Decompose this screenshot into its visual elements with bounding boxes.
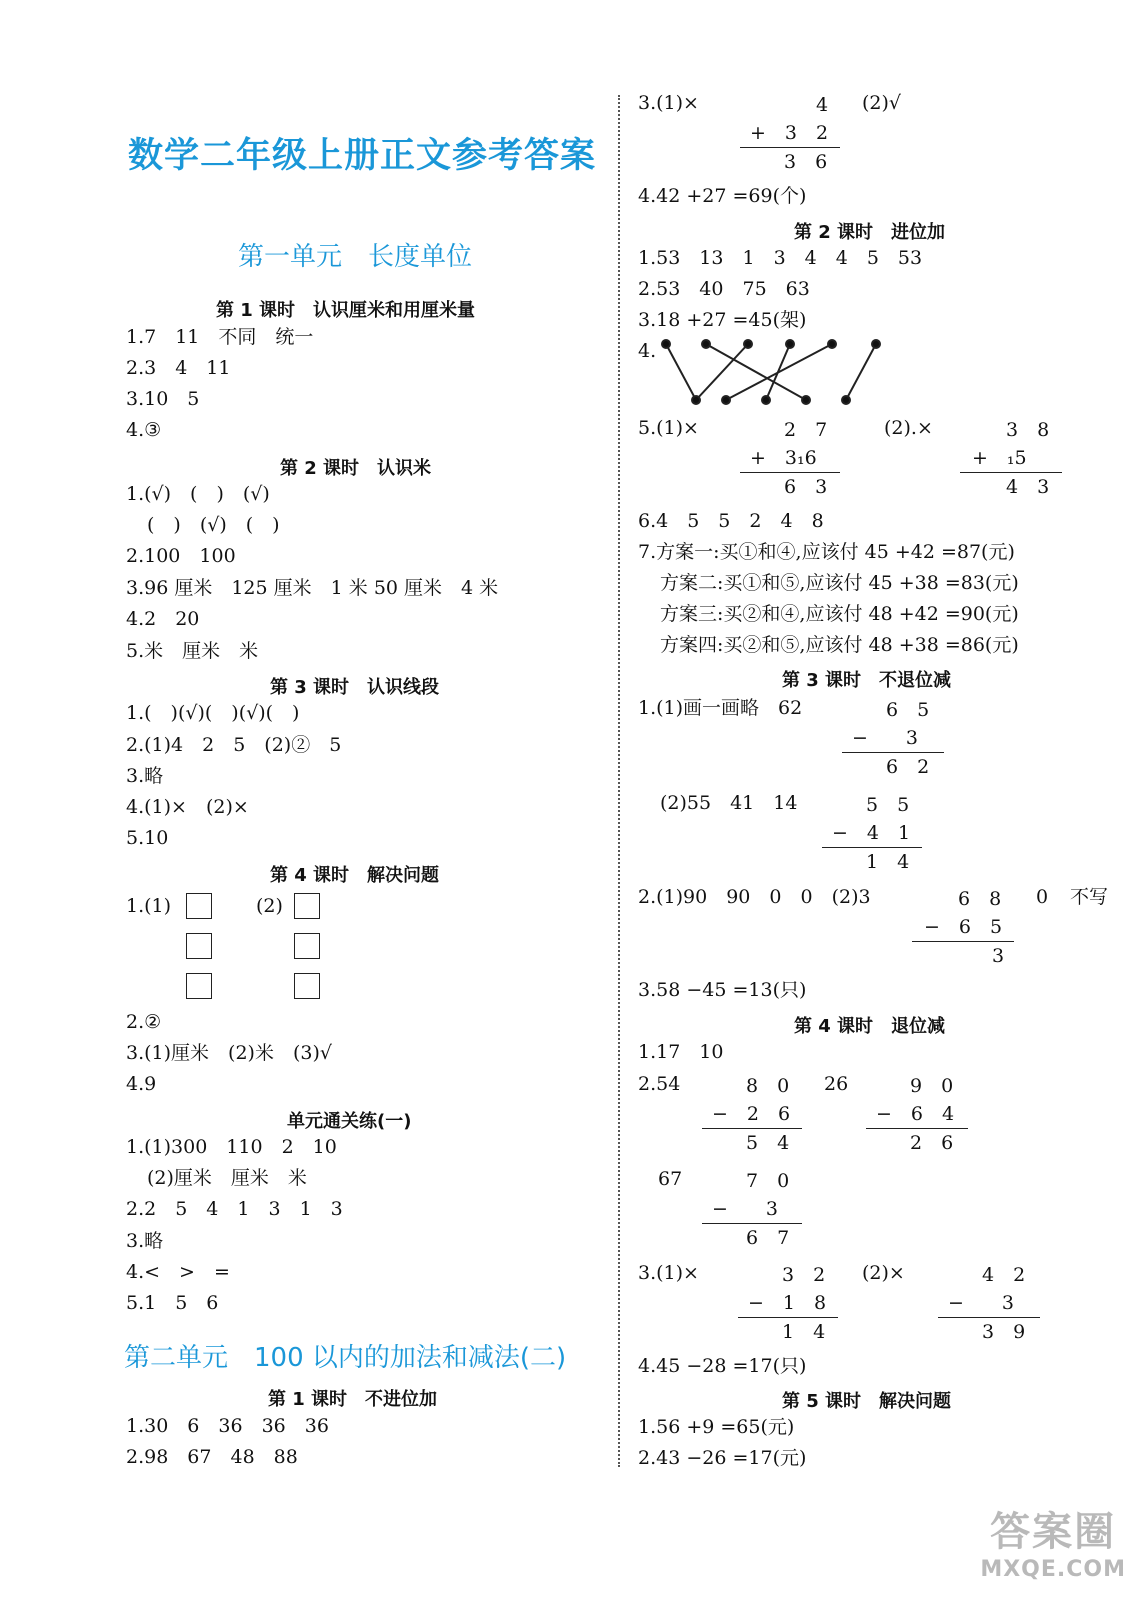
answer-line: 2.43 −26 =17(元): [638, 1447, 807, 1469]
answer-line: 2.2 5 4 1 3 1 3: [126, 1198, 343, 1220]
vertical-calc-row: 6 2: [886, 756, 930, 778]
vertical-calc-row: 2 7: [784, 419, 828, 441]
answer-line: 2.100 100: [126, 545, 236, 567]
answer-line: 方案三:买②和④,应该付 48 +42 =90(元): [660, 603, 1019, 625]
answer-line: 7.方案一:买①和④,应该付 45 +42 =87(元): [638, 541, 1015, 563]
vertical-calc-row: 3 6: [784, 151, 828, 173]
vertical-calc-row: 3 9: [982, 1321, 1026, 1343]
answer-line: 1.(1)300 110 2 10: [126, 1136, 337, 1158]
answer-line: (2): [256, 895, 283, 917]
vertical-calc-row: 6 7: [746, 1227, 790, 1249]
column-divider: [618, 95, 620, 1467]
answer-line: 1.(√) ( ) (√): [126, 483, 270, 505]
vertical-calc-row: 5 4: [746, 1132, 790, 1154]
answer-line: 3.(1)×: [638, 1262, 699, 1284]
lesson-heading: 第 3 课时 不退位减: [782, 670, 952, 691]
calc-rule: [960, 472, 1062, 473]
answer-line: (2)厘米 厘米 米: [147, 1167, 307, 1189]
lesson-heading: 单元通关练(一): [287, 1111, 412, 1132]
vertical-calc-row: 6 5: [886, 699, 930, 721]
square-box: [186, 973, 212, 999]
calc-rule: [822, 847, 922, 848]
answer-line: 67: [658, 1168, 683, 1190]
vertical-calc-row: + 3 2: [750, 122, 829, 144]
vertical-calc-row: 3: [992, 945, 1005, 967]
vertical-calc-row: 4: [816, 94, 829, 116]
square-box: [186, 893, 212, 919]
vertical-calc-row: − 3: [852, 727, 919, 749]
vertical-calc-row: 8 0: [746, 1075, 790, 1097]
answer-line: 3.58 −45 =13(只): [638, 979, 807, 1001]
answer-line: (2).×: [884, 417, 933, 439]
vertical-calc-row: − 3: [712, 1198, 779, 1220]
calc-rule: [938, 1317, 1040, 1318]
answer-line: 4.: [638, 340, 657, 362]
answer-line: 4.(1)× (2)×: [126, 796, 249, 818]
vertical-calc-row: − 4 1: [832, 822, 911, 844]
answer-line: 2.(1)90 90 0 0 (2)3: [638, 886, 871, 908]
calc-rule: [738, 1317, 838, 1318]
vertical-calc-row: − 6 5: [924, 916, 1003, 938]
vertical-calc-row: 1 4: [782, 1321, 826, 1343]
lesson-heading: 第 4 课时 解决问题: [270, 865, 440, 886]
answer-line: 26: [824, 1073, 849, 1095]
vertical-calc-row: 7 0: [746, 1170, 790, 1192]
answer-line: 4.2 20: [126, 608, 200, 630]
vertical-calc-row: + 3₁6: [750, 447, 817, 469]
answer-line: 3.略: [126, 765, 164, 787]
answer-line: 2.3 4 11: [126, 357, 231, 379]
answer-line: 3.10 5: [126, 388, 200, 410]
answer-line: ( ) (√) ( ): [147, 514, 280, 536]
answer-line: 不写: [1070, 886, 1109, 908]
vertical-calc-row: 4 3: [1006, 476, 1050, 498]
calc-rule: [740, 472, 840, 473]
square-box: [186, 933, 212, 959]
answer-line: 2.54: [638, 1073, 681, 1095]
matching-lines-diagram: [660, 338, 890, 408]
answer-line: 3.略: [126, 1230, 164, 1252]
vertical-calc-row: 2 6: [910, 1132, 954, 1154]
answer-line: 2.(1)4 2 5 (2)② 5: [126, 734, 342, 756]
calc-rule: [702, 1128, 802, 1129]
answer-line: 方案二:买①和⑤,应该付 45 +38 =83(元): [660, 572, 1019, 594]
vertical-calc-row: 4 2: [982, 1264, 1026, 1286]
vertical-calc-row: − 3: [948, 1292, 1015, 1314]
watermark-logo: 答案圈: [990, 1509, 1117, 1555]
answer-line: 2.98 67 48 88: [126, 1446, 298, 1468]
watermark-url: MXQE.COM: [980, 1557, 1126, 1582]
answer-line: 1.53 13 1 3 4 4 5 53: [638, 247, 923, 269]
calc-rule: [702, 1223, 802, 1224]
answer-line: 3.18 +27 =45(架): [638, 309, 807, 331]
answer-line: 1.56 +9 =65(元): [638, 1416, 795, 1438]
answer-line: 4.< > =: [126, 1261, 230, 1283]
answer-line: 2.53 40 75 63: [638, 278, 810, 300]
answer-line: (2)55 41 14: [660, 792, 798, 814]
calc-rule: [740, 147, 840, 148]
lesson-heading: 第 1 课时 认识厘米和用厘米量: [216, 300, 476, 321]
lesson-heading: 第 2 课时 进位加: [794, 222, 946, 243]
answer-line: 0: [1036, 886, 1049, 908]
vertical-calc-row: 6 8: [958, 888, 1002, 910]
answer-line: 5.(1)×: [638, 417, 699, 439]
calc-rule: [866, 1128, 968, 1129]
answer-line: 1.30 6 36 36 36: [126, 1415, 329, 1437]
lesson-heading: 第 4 课时 退位减: [794, 1016, 946, 1037]
vertical-calc-row: 5 5: [866, 794, 910, 816]
answer-line: 2.②: [126, 1011, 162, 1033]
answer-line: 6.4 5 5 2 4 8: [638, 510, 824, 532]
answer-line: 5.米 厘米 米: [126, 640, 259, 662]
calc-rule: [842, 752, 944, 753]
answer-line: (2)√: [862, 92, 902, 114]
vertical-calc-row: − 1 8: [748, 1292, 827, 1314]
answer-line: 3.(1)×: [638, 92, 699, 114]
page-title: 数学二年级上册正文参考答案: [128, 136, 597, 176]
square-box: [294, 893, 320, 919]
watermark: [980, 1500, 1126, 1582]
answer-line: 1.(1)画一画略 62: [638, 697, 803, 719]
answer-line: 1.17 10: [638, 1041, 724, 1063]
answer-line: 4.45 −28 =17(只): [638, 1355, 807, 1377]
lesson-heading: 第 2 课时 认识米: [280, 458, 432, 479]
answer-line: (2)×: [862, 1262, 905, 1284]
lesson-heading: 第 3 课时 认识线段: [270, 677, 440, 698]
square-box: [294, 973, 320, 999]
answer-line: 4.9: [126, 1073, 157, 1095]
vertical-calc-row: 6 3: [784, 476, 828, 498]
vertical-calc-row: − 2 6: [712, 1103, 791, 1125]
answer-line: 4.42 +27 =69(个): [638, 185, 807, 207]
answer-line: 1.7 11 不同 统一: [126, 326, 314, 348]
answer-line: 5.1 5 6: [126, 1292, 219, 1314]
vertical-calc-row: 3 2: [782, 1264, 826, 1286]
vertical-calc-row: 3 8: [1006, 419, 1050, 441]
lesson-heading: 第 1 课时 不进位加: [268, 1389, 438, 1410]
answer-line: 5.10: [126, 827, 169, 849]
unit-2-heading: 第二单元 100 以内的加法和减法(二): [124, 1343, 567, 1373]
answer-line: 方案四:买②和⑤,应该付 48 +38 =86(元): [660, 634, 1019, 656]
answer-line: 1.(1): [126, 895, 172, 917]
square-box: [294, 933, 320, 959]
answer-line: 3.96 厘米 125 厘米 1 米 50 厘米 4 米: [126, 577, 499, 599]
unit-1-heading: 第一单元 长度单位: [238, 242, 473, 272]
vertical-calc-row: 9 0: [910, 1075, 954, 1097]
vertical-calc-row: + ₁5: [972, 447, 1027, 469]
calc-rule: [912, 941, 1014, 942]
answer-line: 1.( )(√)( )(√)( ): [126, 702, 300, 724]
lesson-heading: 第 5 课时 解决问题: [782, 1391, 952, 1412]
answer-line: 4.③: [126, 419, 162, 441]
vertical-calc-row: − 6 4: [876, 1103, 955, 1125]
vertical-calc-row: 1 4: [866, 851, 910, 873]
answer-line: 3.(1)厘米 (2)米 (3)√: [126, 1042, 332, 1064]
